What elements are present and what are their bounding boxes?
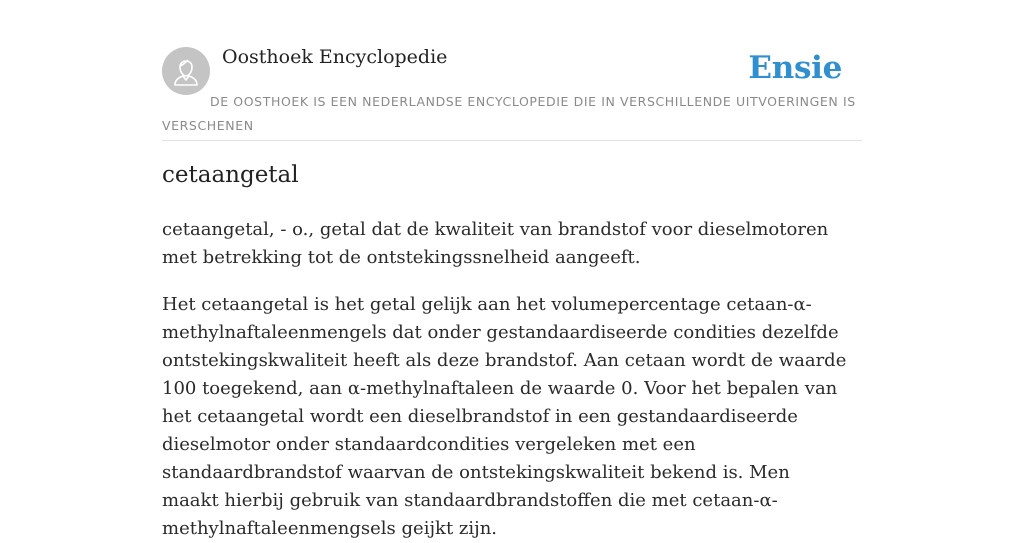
article-paragraph-definition: cetaangetal, - o., getal dat de kwaliteit van brandstof voor dieselmotoren met betrekking tot de ontstekingssnelheid aangeeft. [162,219,829,268]
user-icon[interactable] [162,47,210,95]
site-subtitle: DE OOSTHOEK IS EEN NEDERLANDSE ENCYCLOPEDIE DIE IN VERSCHILLENDE UITVOERINGEN IS VERSCHENEN [162,94,856,133]
site-header [162,0,862,141]
article-title: cetaangetal [162,162,299,188]
site-title[interactable]: Oosthoek Encyclopedie [222,46,448,68]
content-column [162,0,862,539]
article-paragraph-body: Het cetaangetal is het getal gelijk aan het volumepercentage cetaan-α-methylnaftaleenmengels dat onder gestandaardiseerde condities dezelfde ontstekingskwaliteit heeft als deze brandstof. Aan cetaan wordt de waarde 100 toegekend, aan α-methylnaftaleen de waarde 0. Voor het bepalen van het cetaangetal wordt een dieselbrandstof in een gestandaardiseerde dieselmotor onder standaardcondities vergeleken met een standaardbrandstof waarvan de ontstekingskwaliteit bekend is. Men maakt hierbij gebruik van standaardbrandstoffen die met cetaan-α-methylnaftaleenmengsels geijkt zijn. [162,294,847,539]
ensie-logo[interactable]: Ensie [748,50,842,86]
